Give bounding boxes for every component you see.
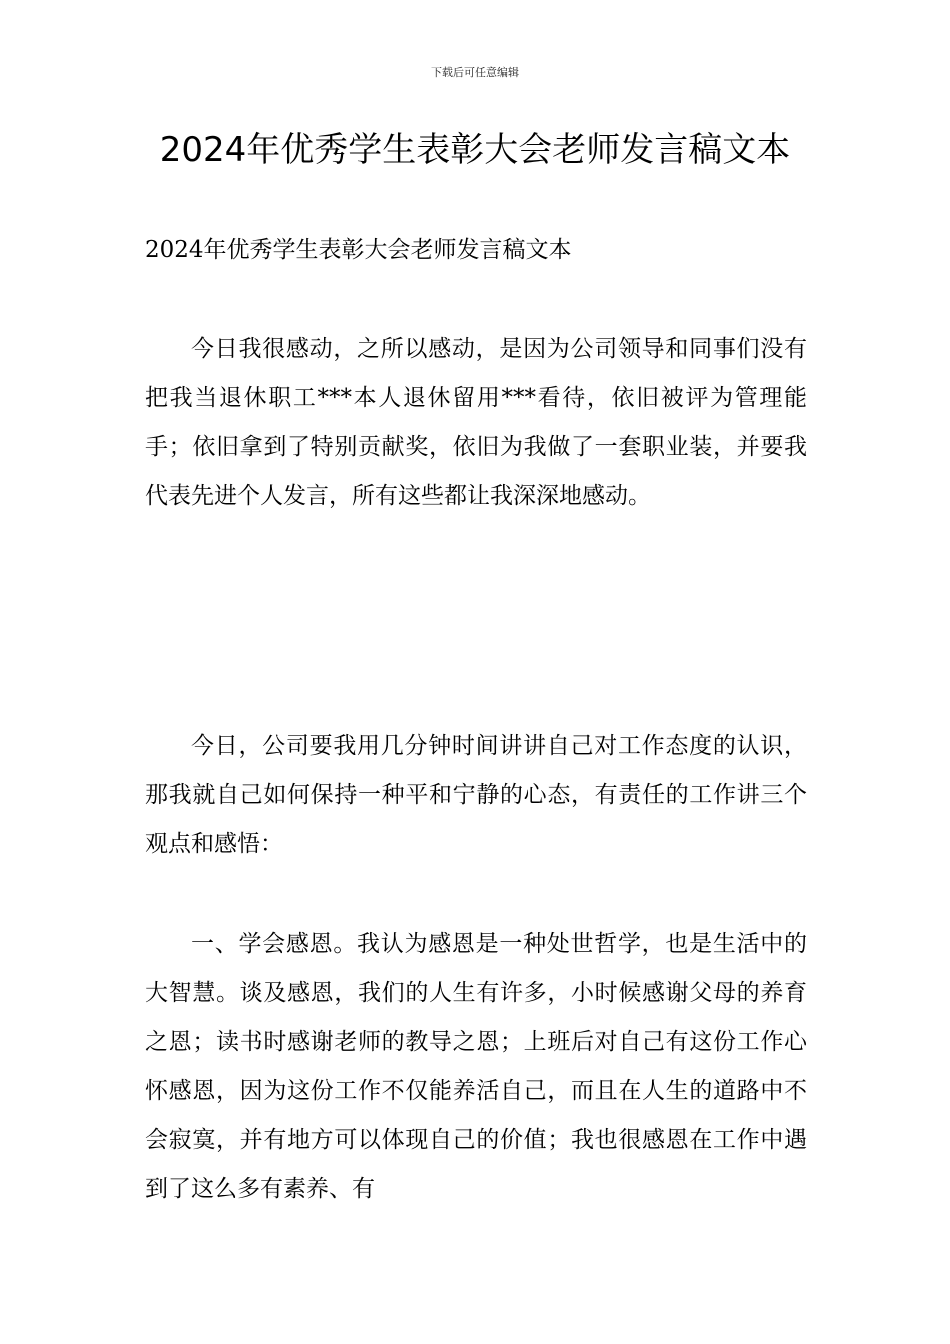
paragraph-1: 今日我很感动，之所以感动，是因为公司领导和同事们没有把我当退休职工***本人退休留用***看待，依旧被评为管理能手；依旧拿到了特别贡献奖，依旧为我做了一套职业装，并要我代表先进个人发言，所有这些都让我深深地感动。 [145,336,807,509]
document-subtitle: 2024年优秀学生表彰大会老师发言稿文本 [145,237,572,263]
paragraph-2: 今日，公司要我用几分钟时间讲讲自己对工作态度的认识，那我就自己如何保持一种平和宁静的心态，有责任的工作讲三个观点和感悟： [145,733,807,857]
header-note: 下载后可任意编辑 [431,66,519,79]
document-title: 2024年优秀学生表彰大会老师发言稿文本 [159,130,791,170]
paragraph-3: 一、学会感恩。我认为感恩是一种处世哲学，也是生活中的大智慧。谈及感恩，我们的人生有许多，小时候感谢父母的养育之恩；读书时感谢老师的教导之恩；上班后对自己有这份工作心怀感恩，因为这份工作不仅能养活自己，而且在人生的道路中不会寂寞，并有地方可以体现自己的价值；我也很感恩在工作中遇到了这么多有素养、有 [145,931,807,1202]
